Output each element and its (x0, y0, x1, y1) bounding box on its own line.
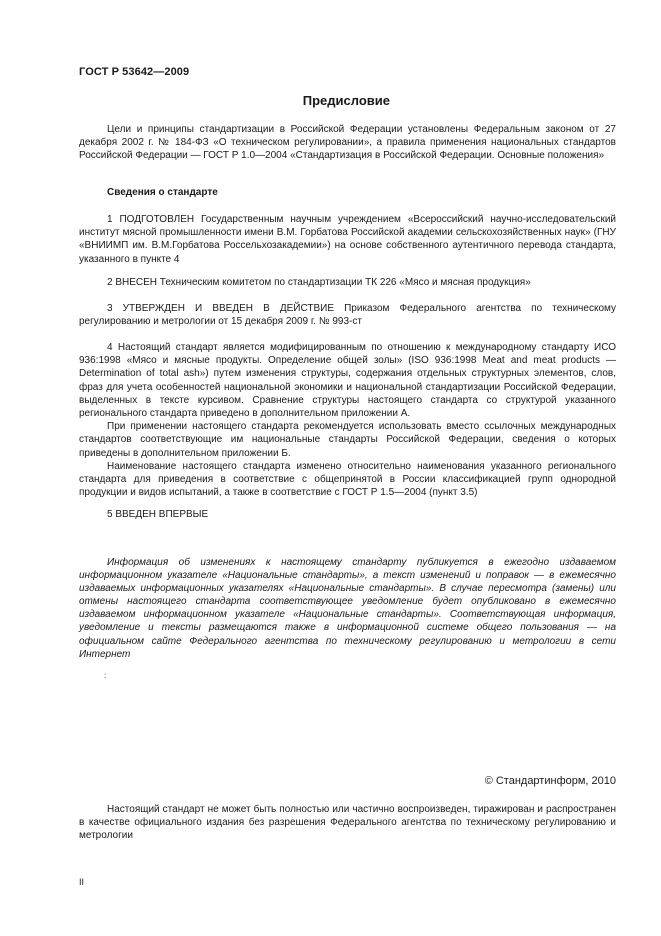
item-4-note: При применении настоящего стандарта рекомендуется использовать вместо ссылочных международных стандартов соответствующие им национальные стандарты Российской Федерации, сведения о которых приведены в дополнительном приложении Б. (79, 421, 616, 459)
intro-paragraph: Цели и принципы стандартизации в Российской Федерации установлены Федеральным законом от 27 декабря 2002 г. № 184-ФЗ «О техническом регулировании», а правила применения национальных стандартов Российской Федерации — ГОСТ Р 1.0—2004 «Стандартизация в Российской Федерации. Основные положения» (79, 124, 616, 162)
item-2 (79, 276, 616, 289)
mark: : (104, 671, 107, 680)
item-4-text: 4 Настоящий стандарт является модифицированным по отношению к международному стандарту ИСО 936:1998 «Мясо и мясные продукты. Определение общей золы» (ISO 936:1998 Meat and meat products — Determination of total ash») путем изменения структуры, содержания отдельных структурных элементов, слов, фраз для учета особенностей национальной экономики и национальной стандартизации Российской Федерации, выделенных в тексте курсивом. Сравнение структуры настоящего стандарта со структурой указанного регионального стандарта приведено в дополнительном приложении А. (79, 342, 616, 420)
page-title: Предисловие (302, 93, 390, 108)
section-subtitle: Сведения о стандарте (107, 187, 218, 198)
item-1 (79, 213, 616, 266)
notice-block (79, 556, 616, 661)
copyright: © Стандартинформ, 2010 (484, 775, 616, 787)
item-3 (79, 302, 616, 328)
item-3-text: 3 УТВЕРЖДЕН И ВВЕДЕН В ДЕЙСТВИЕ Приказом Федерального агентства по техническому регулированию и метрологии от 15 декабря 2009 г. № 993-ст (79, 303, 616, 328)
item-2-text: 2 ВНЕСЕН Техническим комитетом по стандартизации ТК 226 «Мясо и мясная продукция» (107, 277, 531, 288)
item-1-text: 1 ПОДГОТОВЛЕН Государственным научным учреждением «Всероссийский научно-исследовательский институт мясной промышленности имени В.М. Горбатова Российской академии сельскохозяйственных наук» (ГНУ «ВНИИМП им. В.М.Горбатова Россельхозакадемии») на основе собственного аутентичного перевода стандарта, указанного в пункте 4 (79, 214, 616, 265)
notice-text: Информация об изменениях к настоящему стандарту публикуется в ежегодно издаваемом информационном указателе «Национальные стандарты», а текст изменений и поправок — в ежемесячно издаваемых информационных указателях «Национальные стандарты». В случае пересмотра (замены) или отмены настоящего стандарта соответствующее уведомление будет опубликовано в ежемесячно издаваемом информационном указателе «Национальные стандарты». Соответствующая информация, уведомление и тексты размещаются также в информационной системе общего пользования — на официальном сайте Федерального агентства по техническому регулированию и метрологии в сети Интернет (79, 557, 616, 660)
item-5-text: 5 ВВЕДЕН ВПЕРВЫЕ (107, 509, 209, 520)
item-4 (79, 341, 616, 499)
footer-text: Настоящий стандарт не может быть полностью или частично воспроизведен, тиражирован и распространен в качестве официального издания без разрешения Федерального агентства по техническому регулированию и метрологии (79, 804, 616, 842)
intro-section (79, 123, 616, 163)
item-5 (79, 508, 616, 521)
footer-notice (79, 803, 616, 843)
page-number: II (79, 877, 85, 887)
item-4-name-note: Наименование настоящего стандарта изменено относительно наименования указанного регионального стандарта для приведения в соответствие с общепринятой в России классификацией групп однородной продукции и видов испытаний, а также в соответствие с ГОСТ Р 1.5—2004 (пункт 3.5) (79, 460, 616, 499)
document-header: ГОСТ Р 53642—2009 (79, 66, 190, 78)
subtitle-section (79, 186, 616, 199)
